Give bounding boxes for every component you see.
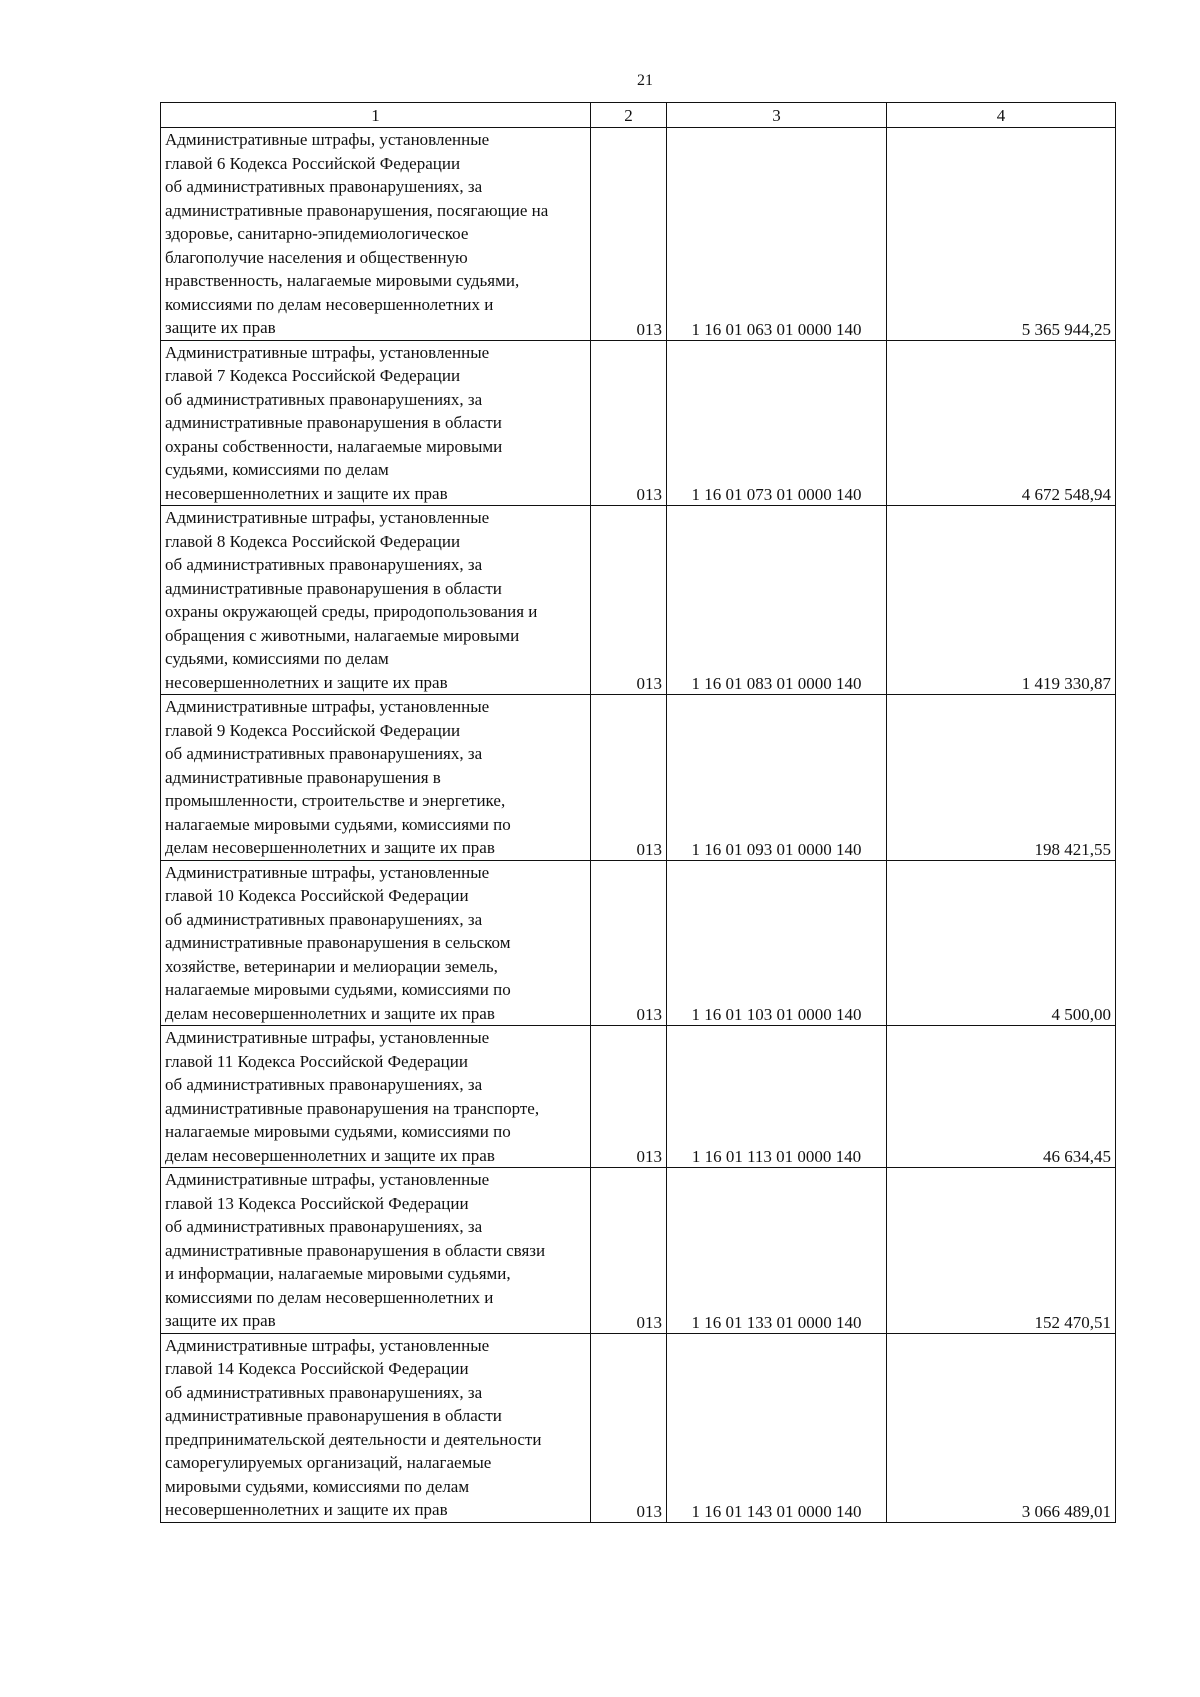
description-line: об административных правонарушениях, за: [165, 744, 483, 763]
description-line: административные правонарушения на транспорте,: [165, 1098, 540, 1118]
amount-cell: 152 470,51: [887, 1168, 1116, 1334]
admin-code-cell: 013: [591, 860, 667, 1026]
column-header-4: 4: [887, 103, 1116, 128]
admin-code-cell: 013: [591, 1168, 667, 1334]
description-line: об административных правонарушениях, за: [165, 1382, 483, 1402]
budget-code-cell: 1 16 01 133 01 0000 140: [667, 1168, 887, 1334]
description-line: судьями, комиссиями по делам: [165, 460, 389, 479]
description-line: благополучие населения и общественную: [165, 247, 468, 267]
description-line: Административные штрафы, установленные: [165, 130, 490, 149]
row-description: [161, 1333, 591, 1522]
column-header-1: 1: [161, 103, 591, 128]
admin-code-cell: 013: [591, 128, 667, 341]
row-description: [161, 1168, 591, 1334]
description-line: Административные штрафы, установленные: [165, 862, 490, 882]
description-line: несовершеннолетних и защите их прав: [165, 1500, 448, 1519]
description-line: налагаемые мировыми судьями, комиссиями по: [165, 1122, 511, 1141]
description-line: Административные штрафы, установленные: [165, 1028, 490, 1047]
description-line: охраны окружающей среды, природопользования и: [165, 602, 538, 621]
description-line: мировыми судьями, комиссиями по делам: [165, 1476, 470, 1496]
admin-code-cell: 013: [591, 695, 667, 861]
description-line: главой 6 Кодекса Российской Федерации: [165, 153, 461, 173]
description-line: налагаемые мировыми судьями, комиссиями по: [165, 814, 511, 834]
admin-code-cell: 013: [591, 506, 667, 695]
column-header-3: 3: [667, 103, 887, 128]
table-header-row: [161, 103, 1116, 128]
description-line: нравственность, налагаемые мировыми судьями,: [165, 271, 520, 290]
table-row: [161, 340, 1116, 506]
description-line: защите их прав: [165, 1311, 276, 1330]
description-line: административные правонарушения в: [165, 767, 441, 787]
description-line: административные правонарушения в области: [165, 1406, 502, 1425]
description-line: делам несовершеннолетних и защите их прав: [165, 838, 495, 857]
description-line: саморегулируемых организаций, налагаемые: [165, 1453, 492, 1472]
description-line: Административные штрафы, установленные: [165, 1335, 490, 1355]
description-line: несовершеннолетних и защите их прав: [165, 672, 448, 692]
budget-code-cell: 1 16 01 083 01 0000 140: [667, 506, 887, 695]
description-line: главой 14 Кодекса Российской Федерации: [165, 1359, 469, 1378]
table-row: [161, 1333, 1116, 1522]
table-row: [161, 506, 1116, 695]
description-line: главой 7 Кодекса Российской Федерации: [165, 366, 461, 385]
description-line: об административных правонарушениях, за: [165, 909, 483, 929]
description-line: об административных правонарушениях, за: [165, 389, 483, 409]
description-line: административные правонарушения в сельском: [165, 933, 511, 952]
table-row: [161, 128, 1116, 341]
budget-code-cell: 1 16 01 073 01 0000 140: [667, 340, 887, 506]
description-line: делам несовершеннолетних и защите их прав: [165, 1003, 495, 1023]
description-line: административные правонарушения в области связи: [165, 1240, 546, 1260]
budget-code-cell: 1 16 01 103 01 0000 140: [667, 860, 887, 1026]
amount-cell: 3 066 489,01: [887, 1333, 1116, 1522]
description-line: главой 11 Кодекса Российской Федерации: [165, 1051, 468, 1071]
description-line: комиссиями по делам несовершеннолетних и: [165, 1287, 494, 1307]
description-line: Административные штрафы, установленные: [165, 342, 490, 362]
description-line: обращения с животными, налагаемые мировыми: [165, 625, 520, 645]
admin-code-cell: 013: [591, 1026, 667, 1168]
table-row: [161, 695, 1116, 861]
table-row: [161, 1026, 1116, 1168]
description-line: Административные штрафы, установленные: [165, 697, 490, 716]
table-body: [161, 128, 1116, 1523]
description-line: об административных правонарушениях, за: [165, 177, 483, 196]
amount-cell: 4 500,00: [887, 860, 1116, 1026]
table-row: [161, 860, 1116, 1026]
description-line: административные правонарушения в области: [165, 413, 502, 432]
revenue-table: [160, 102, 1116, 1523]
amount-cell: 46 634,45: [887, 1026, 1116, 1168]
page-number: 21: [637, 72, 653, 89]
description-line: и информации, налагаемые мировыми судьями,: [165, 1264, 511, 1283]
budget-code-cell: 1 16 01 113 01 0000 140: [667, 1026, 887, 1168]
budget-code-cell: 1 16 01 063 01 0000 140: [667, 128, 887, 341]
description-line: административные правонарушения в области: [165, 578, 502, 598]
description-line: главой 13 Кодекса Российской Федерации: [165, 1193, 469, 1213]
description-line: хозяйстве, ветеринарии и мелиорации земель,: [165, 956, 498, 976]
description-line: судьями, комиссиями по делам: [165, 649, 389, 668]
description-line: об административных правонарушениях, за: [165, 1075, 483, 1094]
admin-code-cell: 013: [591, 340, 667, 506]
column-header-2: 2: [591, 103, 667, 128]
row-description: [161, 1026, 591, 1168]
description-line: главой 10 Кодекса Российской Федерации: [165, 886, 469, 905]
description-line: Административные штрафы, установленные: [165, 508, 490, 527]
amount-cell: 1 419 330,87: [887, 506, 1116, 695]
amount-cell: 4 672 548,94: [887, 340, 1116, 506]
description-line: налагаемые мировыми судьями, комиссиями по: [165, 980, 511, 999]
description-line: комиссиями по делам несовершеннолетних и: [165, 294, 494, 314]
row-description: [161, 506, 591, 695]
row-description: [161, 860, 591, 1026]
row-description: [161, 340, 591, 506]
description-line: предпринимательской деятельности и деятельности: [165, 1429, 542, 1449]
description-line: главой 9 Кодекса Российской Федерации: [165, 720, 461, 740]
description-line: здоровье, санитарно-эпидемиологическое: [165, 224, 469, 243]
budget-code-cell: 1 16 01 143 01 0000 140: [667, 1333, 887, 1522]
description-line: об административных правонарушениях, за: [165, 1217, 483, 1236]
amount-cell: 198 421,55: [887, 695, 1116, 861]
description-line: об административных правонарушениях, за: [165, 555, 483, 574]
row-description: [161, 128, 591, 341]
description-line: промышленности, строительстве и энергетике,: [165, 791, 506, 810]
amount-cell: 5 365 944,25: [887, 128, 1116, 341]
description-line: несовершеннолетних и защите их прав: [165, 483, 448, 503]
table-row: [161, 1168, 1116, 1334]
description-line: охраны собственности, налагаемые мировыми: [165, 436, 503, 456]
description-line: главой 8 Кодекса Российской Федерации: [165, 531, 461, 551]
description-line: делам несовершеннолетних и защите их прав: [165, 1145, 495, 1165]
admin-code-cell: 013: [591, 1333, 667, 1522]
description-line: административные правонарушения, посягающие на: [165, 200, 549, 220]
description-line: защите их прав: [165, 318, 276, 337]
description-line: Административные штрафы, установленные: [165, 1170, 490, 1189]
budget-code-cell: 1 16 01 093 01 0000 140: [667, 695, 887, 861]
row-description: [161, 695, 591, 861]
